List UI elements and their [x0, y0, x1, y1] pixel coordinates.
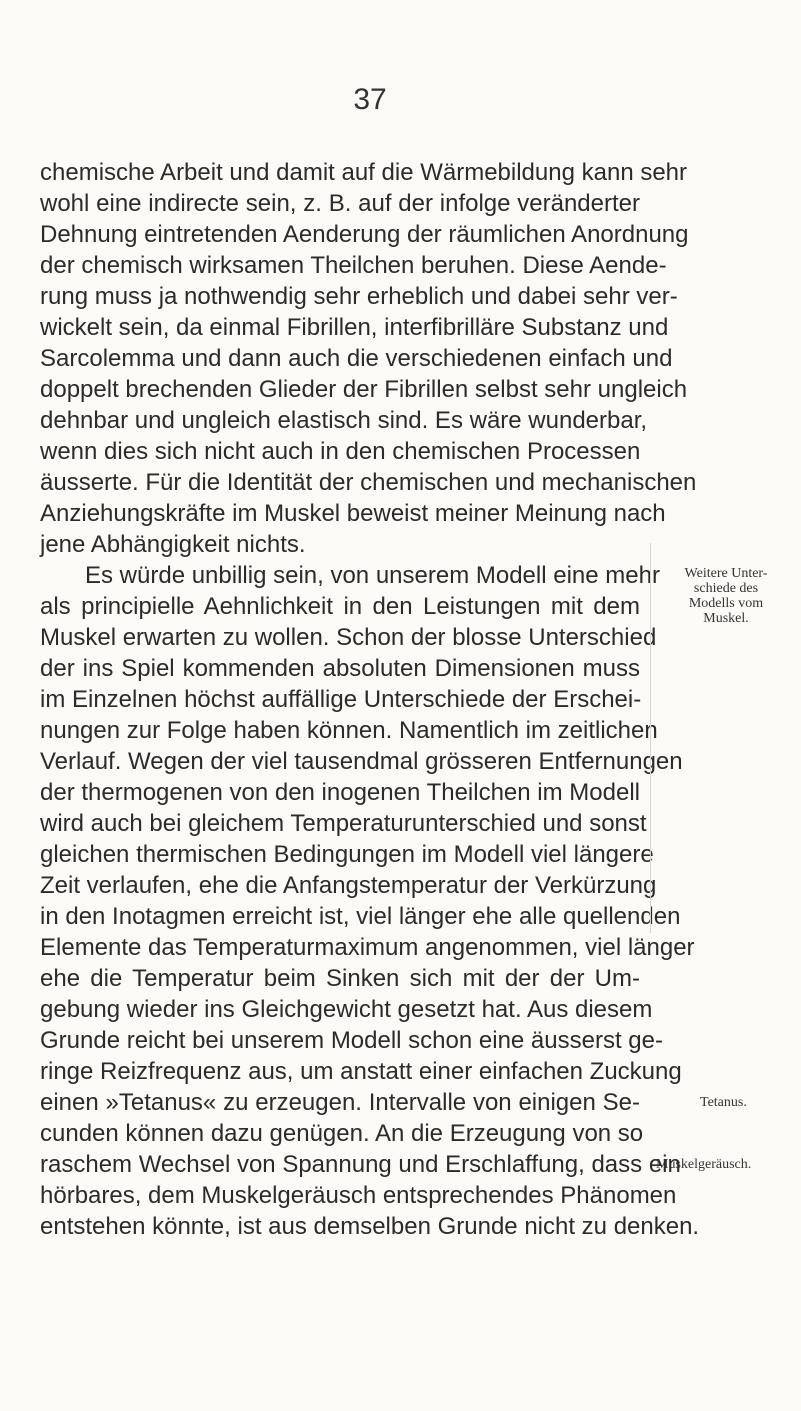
text-line: ehe die Temperatur beim Sinken sich mit der der Um-	[40, 965, 640, 992]
text-line: im Einzelnen höchst auffällige Unterschiede der Erschei-	[40, 686, 642, 713]
margin-note-muskelgeraeusch: Muskelgeräusch.	[656, 1157, 752, 1172]
text-line: Zeit verlaufen, ehe die Anfangstemperatur der Verkürzung	[40, 872, 657, 899]
text-line: der thermogenen von den inogenen Theilchen im Modell	[40, 779, 640, 806]
text-line: der chemisch wirksamen Theilchen beruhen. Diese Aende-	[40, 252, 667, 279]
text-line: gebung wieder ins Gleichgewicht gesetzt hat. Aus diesem	[40, 996, 653, 1023]
text-line: wohl eine indirecte sein, z. B. auf der infolge veränderter	[40, 190, 640, 217]
margin-note-line: Muskel.	[703, 611, 749, 626]
margin-bracket	[650, 543, 653, 933]
text-line: Sarcolemma und dann auch die verschiedenen einfach und	[40, 345, 673, 372]
text-line: als principielle Aehnlichkeit in den Leistungen mit dem	[40, 593, 640, 620]
text-line: rung muss ja nothwendig sehr erheblich und dabei sehr ver-	[40, 283, 678, 310]
text-line: Verlauf. Wegen der viel tausendmal grösseren Entfernungen	[40, 748, 683, 775]
text-line: Es würde unbillig sein, von unserem Modell eine mehr	[85, 562, 660, 589]
margin-note-tetanus: Tetanus.	[700, 1095, 747, 1110]
margin-note-line: Weitere Unter-	[684, 566, 768, 581]
text-line: einen »Tetanus« zu erzeugen. Intervalle von einigen Se-	[40, 1089, 640, 1116]
text-line: raschem Wechsel von Spannung und Erschlaffung, dass ein	[40, 1151, 681, 1178]
text-line: Muskel erwarten zu wollen. Schon der blosse Unterschied	[40, 624, 657, 651]
text-line: chemische Arbeit und damit auf die Wärmebildung kann sehr	[40, 159, 688, 186]
text-line: wenn dies sich nicht auch in den chemischen Processen	[40, 438, 641, 465]
text-line: wickelt sein, da einmal Fibrillen, interfibrilläre Substanz und	[40, 314, 669, 341]
text-line: gleichen thermischen Bedingungen im Modell viel längere	[40, 841, 654, 868]
text-line: Elemente das Temperaturmaximum angenommen, viel länger	[40, 934, 695, 961]
text-line: in den Inotagmen erreicht ist, viel länger ehe alle quellenden	[40, 903, 681, 930]
text-line: jene Abhängigkeit nichts.	[40, 531, 306, 558]
text-line: cunden können dazu genügen. An die Erzeugung von so	[40, 1120, 644, 1147]
margin-note-weitere-unterschiede	[656, 566, 796, 626]
text-line: Anziehungskräfte im Muskel beweist meiner Meinung nach	[40, 500, 666, 527]
text-line: der ins Spiel kommenden absoluten Dimensionen muss	[40, 655, 640, 682]
margin-note-line: Modells vom	[688, 596, 764, 611]
text-line: nungen zur Folge haben können. Namentlich im zeitlichen	[40, 717, 658, 744]
page-number: 37	[353, 83, 387, 116]
text-line: äusserte. Für die Identität der chemischen und mechanischen	[40, 469, 697, 496]
text-line: doppelt brechenden Glieder der Fibrillen selbst sehr ungleich	[40, 376, 688, 403]
text-line: dehnbar und ungleich elastisch sind. Es wäre wunderbar,	[40, 407, 648, 434]
text-line: ringe Reizfrequenz aus, um anstatt einer einfachen Zuckung	[40, 1058, 682, 1085]
margin-note-line: schiede des	[693, 581, 759, 596]
text-line: entstehen könnte, ist aus demselben Grunde nicht zu denken.	[40, 1213, 700, 1240]
text-line: wird auch bei gleichem Temperaturunterschied und sonst	[40, 810, 647, 837]
text-line: hörbares, dem Muskelgeräusch entsprechendes Phänomen	[40, 1182, 677, 1209]
text-line: Dehnung eintretenden Aenderung der räumlichen Anordnung	[40, 221, 689, 248]
text-line: Grunde reicht bei unserem Modell schon eine äusserst ge-	[40, 1027, 663, 1054]
